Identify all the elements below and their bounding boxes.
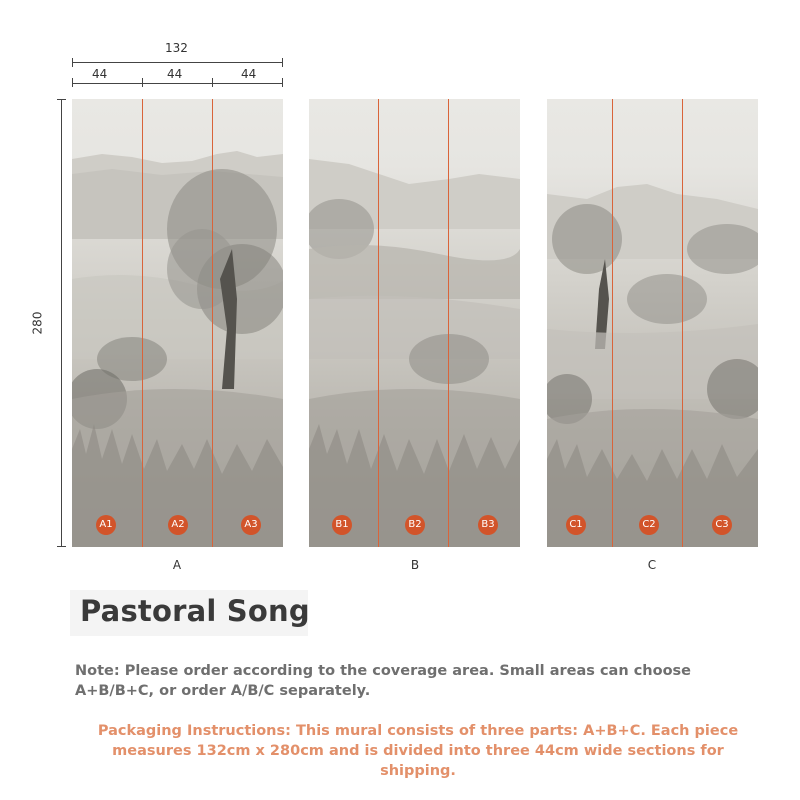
section-tick-3 (212, 78, 213, 87)
total-width-tick-right (282, 58, 283, 67)
landscape-illustration-c (547, 99, 758, 547)
section-width-label-1: 44 (92, 67, 108, 81)
mural-panel-b (309, 99, 520, 547)
cut-line-a2 (212, 99, 213, 547)
section-width-line (72, 83, 282, 84)
section-badge-b2: B2 (405, 515, 425, 535)
section-tick-1 (72, 78, 73, 87)
height-tick-top (57, 99, 66, 100)
total-width-label: 132 (165, 41, 188, 55)
total-width-line (72, 62, 282, 63)
height-label: 280 (30, 311, 45, 335)
packaging-instructions: Packaging Instructions: This mural consists of three parts: A+B+C. Each piece measures 132cm x 280cm and is divided into three 44cm wide sections for shipping. (97, 723, 739, 779)
section-badge-c1: C1 (566, 515, 586, 535)
section-tick-4 (282, 78, 283, 87)
section-width-label-2: 44 (167, 67, 183, 81)
section-badge-c2: C2 (639, 515, 659, 535)
total-width-tick-left (72, 58, 73, 67)
mural-panel-a (72, 99, 283, 547)
order-note: Note: Please order according to the coverage area. Small areas can choose A+B/B+C, or order A/B/C separately. (75, 663, 691, 699)
panel-label-a: A (172, 558, 182, 572)
section-badge-c3: C3 (712, 515, 732, 535)
section-badge-a1: A1 (96, 515, 116, 535)
section-badge-b3: B3 (478, 515, 498, 535)
product-title: Pastoral Song (80, 594, 310, 628)
section-badge-b1: B1 (332, 515, 352, 535)
section-tick-2 (142, 78, 143, 87)
landscape-illustration-a (72, 99, 283, 547)
section-badge-a2: A2 (168, 515, 188, 535)
panel-label-c: C (647, 558, 657, 572)
landscape-illustration-b (309, 99, 520, 547)
cut-line-b1 (378, 99, 379, 547)
mural-panel-c (547, 99, 758, 547)
section-badge-a3: A3 (241, 515, 261, 535)
panel-label-b: B (410, 558, 420, 572)
cut-line-a1 (142, 99, 143, 547)
height-tick-bottom (57, 546, 66, 547)
height-line (61, 99, 62, 547)
section-width-label-3: 44 (241, 67, 257, 81)
cut-line-c2 (682, 99, 683, 547)
cut-line-c1 (612, 99, 613, 547)
cut-line-b2 (448, 99, 449, 547)
